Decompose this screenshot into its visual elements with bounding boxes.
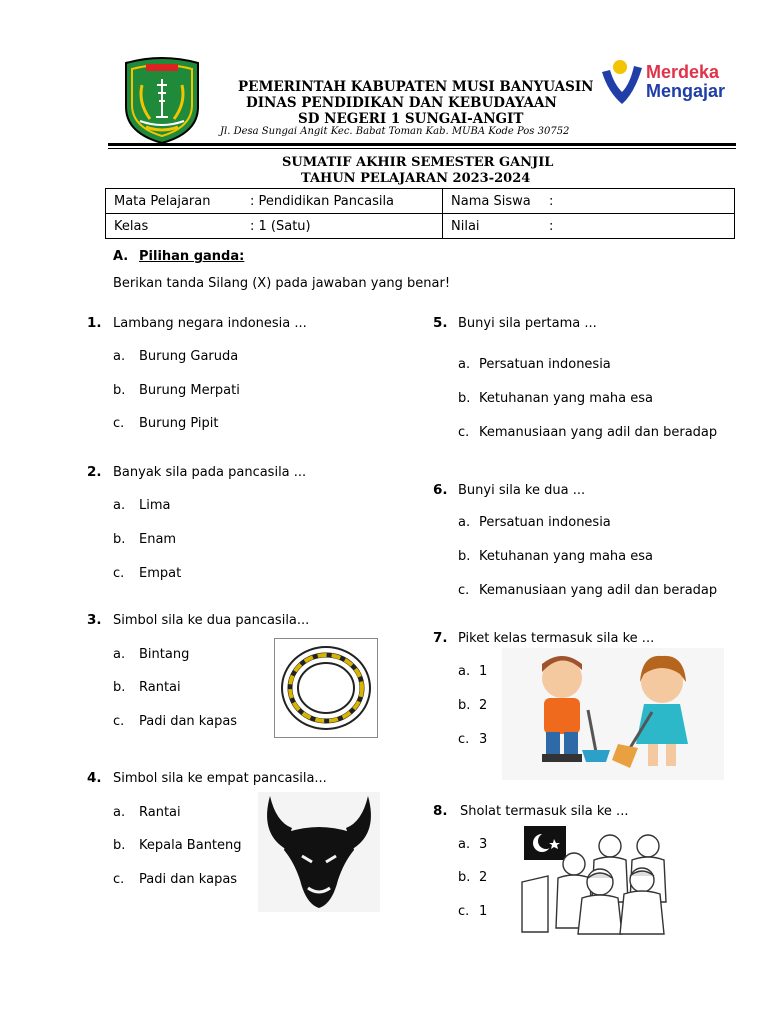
option-letter[interactable]: a. — [458, 357, 471, 372]
question-text: Bunyi sila ke dua ... — [458, 483, 586, 498]
question-text: Piket kelas termasuk sila ke ... — [458, 631, 655, 646]
chain-icon — [274, 638, 378, 738]
option-text[interactable]: 3 — [479, 732, 488, 747]
option-text[interactable]: 3 — [479, 837, 488, 852]
question-number: 1. — [87, 315, 102, 331]
question-number: 6. — [433, 482, 448, 498]
option-text[interactable]: Burung Merpati — [139, 383, 240, 398]
option-letter[interactable]: a. — [458, 515, 471, 530]
question-text: Lambang negara indonesia ... — [113, 316, 307, 331]
option-letter[interactable]: c. — [113, 714, 125, 729]
option-letter[interactable]: b. — [113, 680, 126, 695]
option-letter[interactable]: b. — [113, 532, 126, 547]
option-text[interactable]: Kepala Banteng — [139, 838, 242, 853]
option-letter[interactable]: b. — [458, 391, 471, 406]
header-address: Jl. Desa Sungai Angit Kec. Babat Toman Kab. MUBA Kode Pos 30752 — [220, 126, 570, 137]
question-text: Bunyi sila pertama ... — [458, 316, 597, 331]
question-text: Sholat termasuk sila ke ... — [460, 804, 629, 819]
merdeka-mengajar-logo-icon — [598, 58, 746, 110]
option-text[interactable]: Ketuhanan yang maha esa — [479, 391, 653, 406]
header-line-1: PEMERINTAH KABUPATEN MUSI BANYUASIN — [238, 79, 594, 95]
option-letter[interactable]: a. — [113, 647, 126, 662]
section-letter: A. — [113, 249, 129, 264]
subject-value: : Pendidikan Pancasila — [242, 189, 443, 214]
option-letter[interactable]: b. — [458, 698, 471, 713]
option-text[interactable]: Rantai — [139, 680, 181, 695]
option-letter[interactable]: c. — [458, 583, 470, 598]
question-text: Simbol sila ke empat pancasila... — [113, 771, 327, 786]
score-value[interactable]: : — [541, 214, 735, 239]
header-divider — [108, 143, 736, 146]
option-letter[interactable]: c. — [458, 732, 470, 747]
option-text[interactable]: 1 — [479, 664, 488, 679]
logo-text-merdeka: Merdeka — [646, 62, 720, 82]
option-letter[interactable]: a. — [458, 664, 471, 679]
subject-label: Mata Pelajaran — [106, 189, 243, 214]
option-letter[interactable]: c. — [458, 425, 470, 440]
section-title: Pilihan ganda: — [139, 249, 245, 264]
option-text[interactable]: Burung Garuda — [139, 349, 239, 364]
option-text[interactable]: Burung Pipit — [139, 416, 219, 431]
option-letter[interactable]: a. — [113, 349, 126, 364]
option-text[interactable]: Rantai — [139, 805, 181, 820]
option-text[interactable]: Enam — [139, 532, 177, 547]
header-divider-thin — [108, 148, 736, 149]
option-text[interactable]: Kemanusiaan yang adil dan beradap — [479, 425, 718, 440]
option-letter[interactable]: c. — [113, 416, 125, 431]
exam-year: TAHUN PELAJARAN 2023-2024 — [301, 171, 531, 186]
option-text[interactable]: Ketuhanan yang maha esa — [479, 549, 653, 564]
option-text[interactable]: Bintang — [139, 647, 190, 662]
question-number: 3. — [87, 612, 102, 628]
option-text[interactable]: Padi dan kapas — [139, 714, 238, 729]
people-praying-illustration — [518, 822, 680, 938]
logo-text-mengajar: Mengajar — [646, 81, 726, 101]
option-letter[interactable]: c. — [113, 566, 125, 581]
option-letter[interactable]: b. — [458, 549, 471, 564]
option-letter[interactable]: a. — [458, 837, 471, 852]
question-number: 5. — [433, 315, 448, 331]
option-text[interactable]: Persatuan indonesia — [479, 515, 611, 530]
option-letter[interactable]: a. — [113, 498, 126, 513]
exam-title: SUMATIF AKHIR SEMESTER GANJIL — [282, 155, 554, 170]
class-label: Kelas — [106, 214, 243, 239]
option-text[interactable]: 1 — [479, 904, 488, 919]
question-number: 2. — [87, 464, 102, 480]
option-letter[interactable]: b. — [113, 838, 126, 853]
option-text[interactable]: Kemanusiaan yang adil dan beradap — [479, 583, 718, 598]
option-text[interactable]: Empat — [139, 566, 182, 581]
name-value[interactable]: : — [541, 189, 735, 214]
option-letter[interactable]: b. — [458, 870, 471, 885]
option-letter[interactable]: c. — [458, 904, 470, 919]
score-label: Nilai — [443, 214, 542, 239]
option-text[interactable]: 2 — [479, 870, 488, 885]
option-text[interactable]: Persatuan indonesia — [479, 357, 611, 372]
name-label: Nama Siswa — [443, 189, 542, 214]
option-letter[interactable]: b. — [113, 383, 126, 398]
question-text: Banyak sila pada pancasila ... — [113, 465, 307, 480]
student-info-table — [105, 188, 735, 239]
question-number: 7. — [433, 630, 448, 646]
option-text[interactable]: Lima — [139, 498, 171, 513]
instruction: Berikan tanda Silang (X) pada jawaban yang benar! — [113, 276, 451, 291]
bull-head-icon — [258, 792, 380, 912]
question-number: 4. — [87, 770, 102, 786]
header-line-2: DINAS PENDIDIKAN DAN KEBUDAYAAN — [246, 95, 557, 111]
option-text[interactable]: Padi dan kapas — [139, 872, 238, 887]
option-letter[interactable]: c. — [113, 872, 125, 887]
option-text[interactable]: 2 — [479, 698, 488, 713]
question-number: 8. — [433, 803, 448, 819]
question-text: Simbol sila ke dua pancasila... — [113, 613, 310, 628]
children-sweeping-illustration — [502, 648, 724, 780]
district-emblem-icon — [120, 55, 204, 145]
option-letter[interactable]: a. — [113, 805, 126, 820]
class-value: : 1 (Satu) — [242, 214, 443, 239]
header-line-3: SD NEGERI 1 SUNGAI-ANGIT — [298, 111, 524, 127]
